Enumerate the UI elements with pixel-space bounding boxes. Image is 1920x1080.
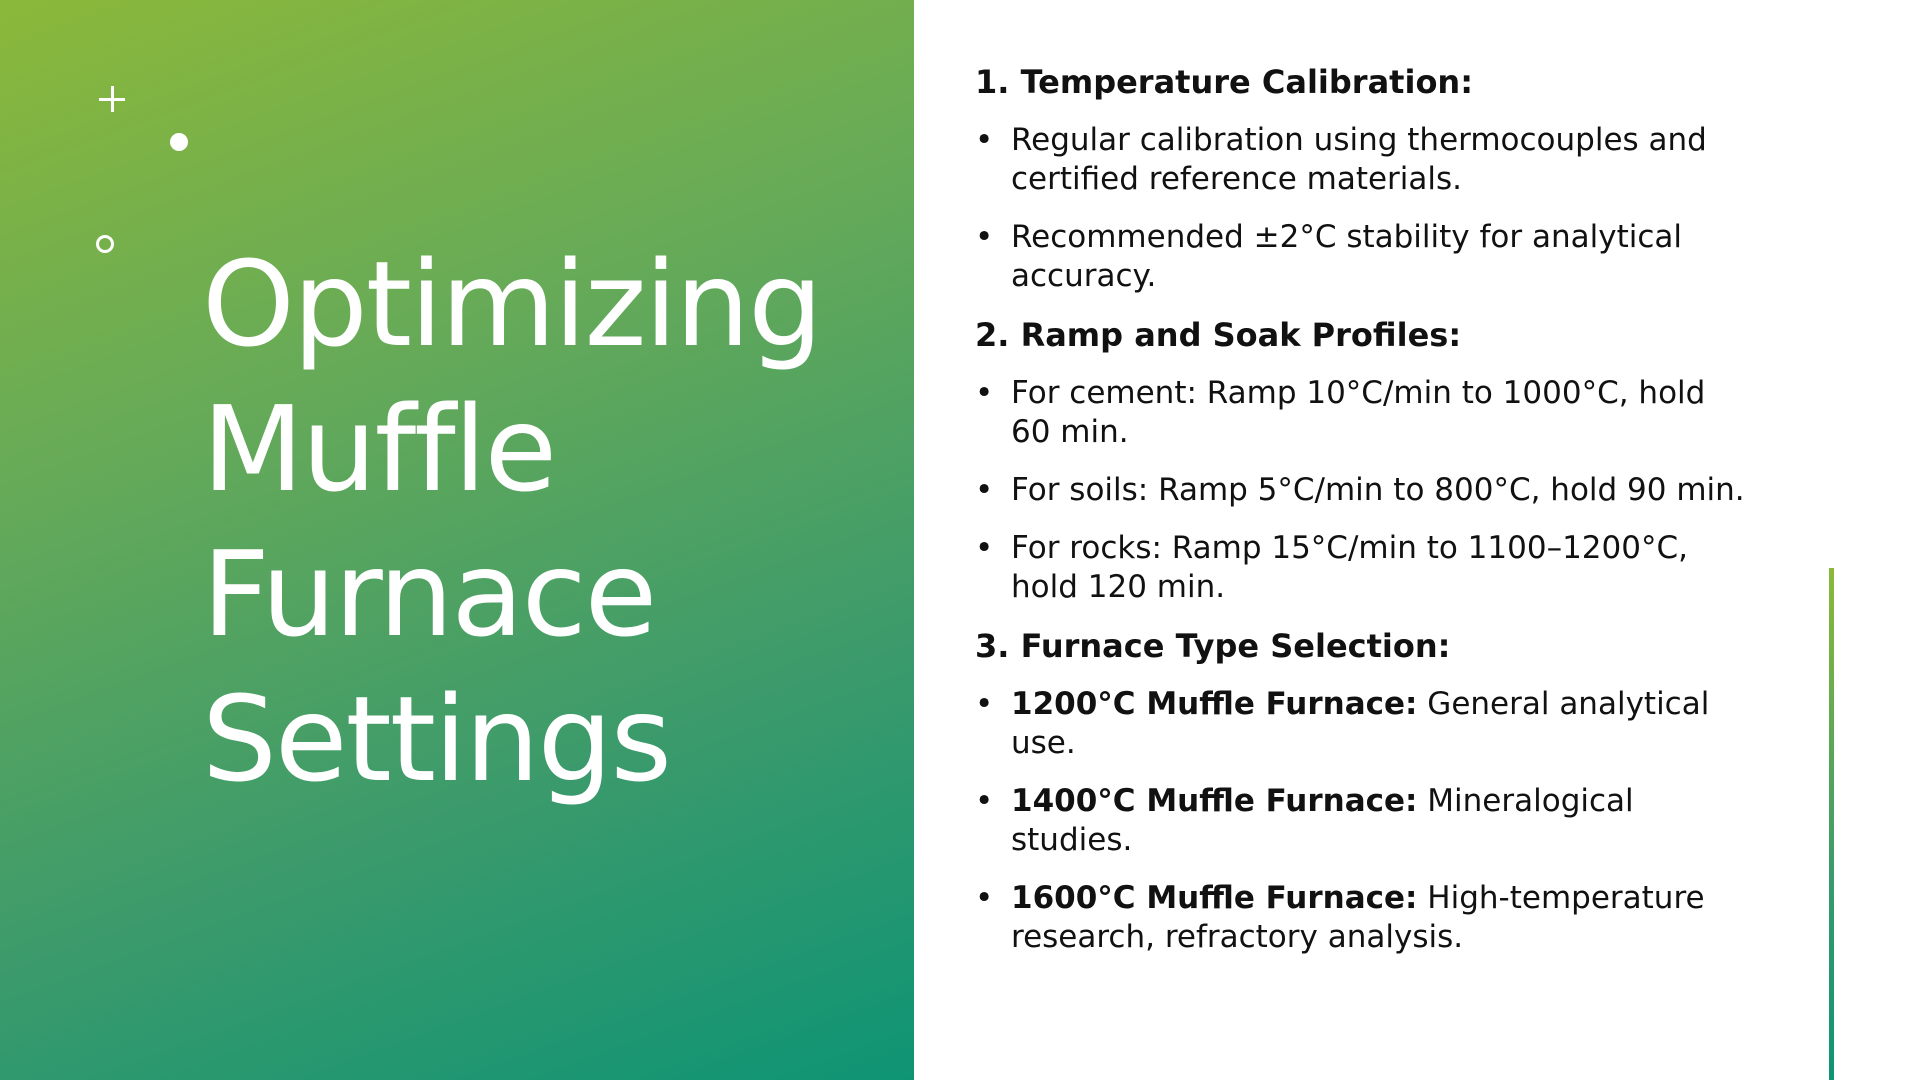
title-line: Muffle bbox=[202, 380, 556, 518]
title-line: Optimizing bbox=[202, 235, 821, 373]
dot-icon bbox=[170, 133, 188, 151]
bullet-icon: • bbox=[975, 219, 994, 255]
bullet-text: For cement: Ramp 10°C/min to 1000°C, hold 60 min. bbox=[1011, 375, 1706, 450]
section-heading: 1. Temperature Calibration: bbox=[975, 63, 1473, 101]
section-ramp-soak-profiles bbox=[975, 315, 1745, 607]
bullet-list bbox=[975, 685, 1745, 957]
bullet-text: For rocks: Ramp 15°C/min to 1100–1200°C, hold 120 min. bbox=[1011, 530, 1688, 605]
section-temperature-calibration bbox=[975, 62, 1745, 296]
bullet-item bbox=[975, 685, 1745, 763]
bullet-lead: 1200°C Muffle Furnace: bbox=[1011, 686, 1418, 722]
ring-icon bbox=[96, 235, 114, 253]
bullet-icon: • bbox=[975, 783, 994, 819]
slide-title bbox=[202, 232, 882, 812]
bullet-text: Regular calibration using thermocouples and certified reference materials. bbox=[1011, 122, 1707, 197]
bullet-list bbox=[975, 121, 1745, 296]
title-line: Furnace bbox=[202, 525, 656, 663]
accent-line bbox=[1829, 568, 1834, 1080]
bullet-item bbox=[975, 374, 1745, 452]
section-furnace-type-selection bbox=[975, 626, 1745, 957]
section-heading: 3. Furnace Type Selection: bbox=[975, 627, 1451, 665]
bullet-icon: • bbox=[975, 122, 994, 158]
bullet-lead: 1400°C Muffle Furnace: bbox=[1011, 783, 1418, 819]
bullet-icon: • bbox=[975, 530, 994, 566]
bullet-text: Recommended ±2°C stability for analytical accuracy. bbox=[1011, 219, 1682, 294]
bullet-item bbox=[975, 471, 1745, 510]
bullet-text: High-temperature research, refractory analysis. bbox=[1011, 880, 1705, 955]
bullet-icon: • bbox=[975, 375, 994, 411]
plus-icon bbox=[99, 86, 125, 112]
bullet-text: Mineralogical studies. bbox=[1011, 783, 1634, 858]
bullet-item bbox=[975, 782, 1745, 860]
bullet-icon: • bbox=[975, 880, 994, 916]
bullet-item bbox=[975, 879, 1745, 957]
bullet-icon: • bbox=[975, 686, 994, 722]
bullet-icon: • bbox=[975, 472, 994, 508]
bullet-item bbox=[975, 218, 1745, 296]
bullet-item bbox=[975, 121, 1745, 199]
bullet-text: For soils: Ramp 5°C/min to 800°C, hold 90 min. bbox=[1011, 472, 1745, 508]
title-line: Settings bbox=[202, 670, 670, 808]
bullet-list bbox=[975, 374, 1745, 607]
bullet-lead: 1600°C Muffle Furnace: bbox=[1011, 880, 1418, 916]
section-heading: 2. Ramp and Soak Profiles: bbox=[975, 316, 1462, 354]
title-panel bbox=[0, 0, 914, 1080]
bullet-text: General analytical use. bbox=[1011, 686, 1710, 761]
content-area bbox=[975, 62, 1745, 976]
bullet-item bbox=[975, 529, 1745, 607]
